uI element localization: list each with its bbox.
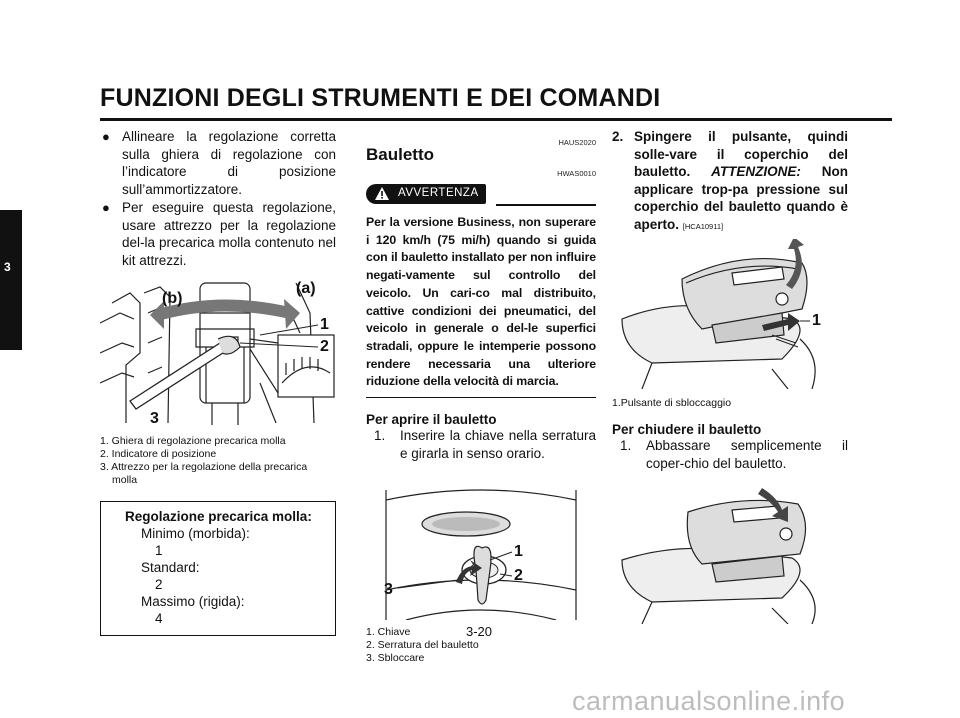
page-number: 3-20 xyxy=(466,624,493,639)
page-header xyxy=(100,84,892,113)
shock-adjust-illustration xyxy=(100,273,336,429)
open-step-2: 2. Spingere il pulsante, quindi solle-vare il coperchio del bauletto. ATTENZIONE: Non applicare trop-pa pressione sul coperchio del bauletto quando è aperto. [HCA10911] xyxy=(612,129,848,232)
label-3: 3 xyxy=(384,581,393,599)
label-3: 3 xyxy=(150,410,159,427)
warning-badge xyxy=(366,184,486,204)
bullet-item: ● Per eseguire questa regolazione, usare attrezzo per la regolazione del-la precarica molla contenuto nel kit attrezzi. xyxy=(102,200,336,268)
section-title: Bauletto xyxy=(366,145,434,164)
case-open-illustration xyxy=(612,239,848,389)
warning-label: AVVERTENZA xyxy=(398,187,479,199)
close-step: 1. Abbassare semplicemente il coper-chio del bauletto. xyxy=(620,438,848,471)
warning-triangle-icon xyxy=(374,186,390,201)
watermark: carmanualsonline.info xyxy=(572,686,846,716)
figure-shock-adjust xyxy=(100,273,336,429)
warning-header xyxy=(366,184,596,206)
case-close-illustration xyxy=(612,484,848,624)
figure-caption: 1. Chiave 2. Serratura del bauletto 3. Sbloccare xyxy=(366,626,479,665)
label-2: 2 xyxy=(514,567,523,585)
label-1: 1 xyxy=(812,312,821,329)
page-title: FUNZIONI DEGLI STRUMENTI E DEI COMANDI xyxy=(100,84,661,112)
warning-code: HWAS0010 xyxy=(557,169,596,178)
column-2 xyxy=(366,128,596,665)
label-b: (b) xyxy=(162,290,183,307)
label-a: (a) xyxy=(296,280,316,297)
open-title: Per aprire il bauletto xyxy=(366,412,497,428)
close-title: Per chiudere il bauletto xyxy=(612,422,762,437)
figure-case-close xyxy=(612,484,848,624)
label-1: 1 xyxy=(514,543,523,561)
column-3 xyxy=(612,128,848,624)
column-1 xyxy=(100,128,336,636)
chapter-tab xyxy=(0,210,22,350)
label-1: 1 xyxy=(320,316,329,333)
header-rule xyxy=(100,118,892,121)
warning-rule xyxy=(496,204,596,206)
bullet-dot-icon: ● xyxy=(102,129,110,144)
bullet-dot-icon: ● xyxy=(102,200,110,215)
bullet-item: ● Allineare la regolazione corretta sulla ghiera di regolazione con l’indicatore di posizione sull’ammortizzatore. xyxy=(102,129,336,197)
attention-label: ATTENZIONE: xyxy=(711,164,801,179)
label-2: 2 xyxy=(320,338,329,355)
open-step: 1. Inserire la chiave nella serratura e girarla in senso orario. xyxy=(374,428,596,461)
figure-case-open xyxy=(612,239,848,389)
spec-box: Regolazione precarica molla: Minimo (morbida): 1 Standard: 2 Massimo (rigida): 4 xyxy=(100,501,336,636)
chapter-number: 3 xyxy=(4,260,11,274)
figure-caption: 1.Pulsante di sbloccaggio xyxy=(612,397,732,409)
spec-title: Regolazione precarica molla: xyxy=(125,509,312,524)
figure-caption: 1. Ghiera di regolazione precarica molla 2. Indicatore di posizione 3. Attrezzo per la regolazione della precarica molla xyxy=(100,435,308,486)
section-code: HAUS2020 xyxy=(558,138,596,147)
figure-key-lock xyxy=(366,470,596,620)
key-lock-illustration xyxy=(366,470,596,620)
warning-text: Per la versione Business, non superare i 120 km/h (75 mi/h) quando si guida con il bauletto installato per non influire negati-vamente sul controllo del veicolo. Un cari-co mal distribuito, cattive condizioni dei pneumatici, del veicolo in generale o del-le superfici stradali, oppure le intemperie possono rendere necessaria una ulteriore riduzione della velocità di marcia. xyxy=(366,214,596,398)
